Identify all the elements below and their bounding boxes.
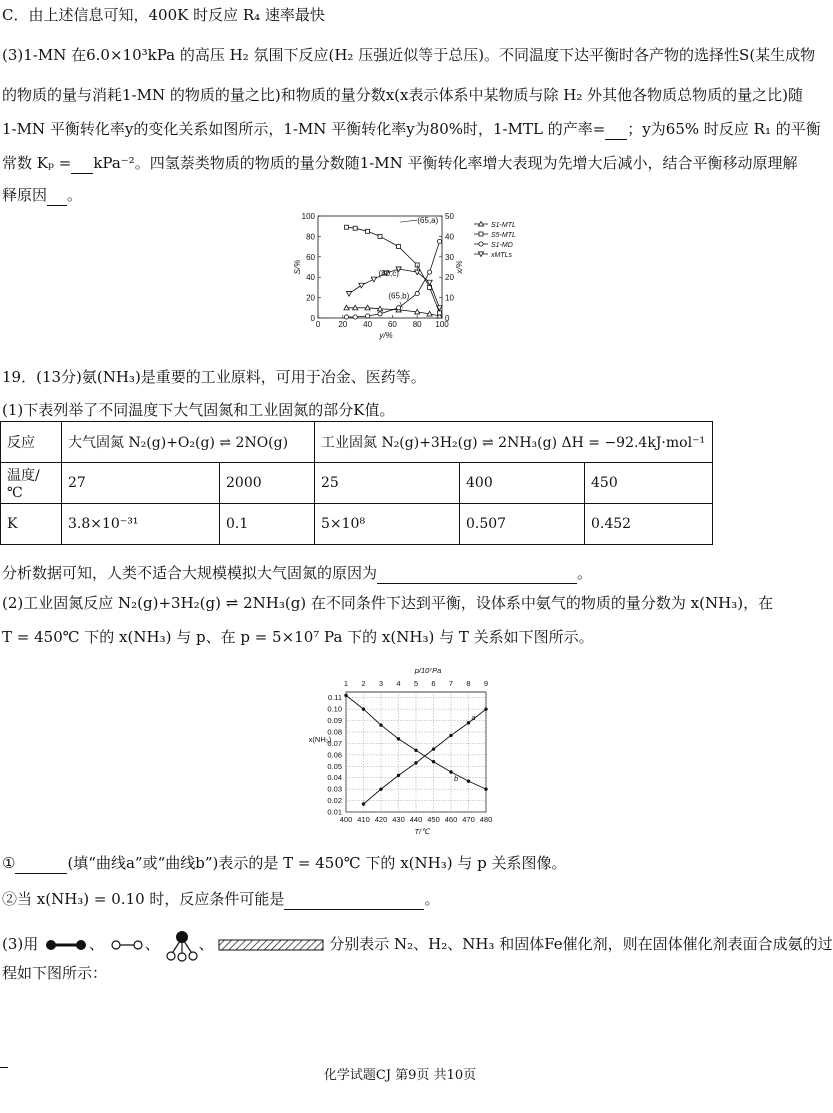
x-tick-label: 60 (387, 320, 397, 329)
chart-title: p/10⁷Pa (414, 666, 442, 675)
series-line (347, 308, 440, 316)
answer-blank[interactable] (47, 189, 67, 206)
x-tick-label: 100 (435, 320, 449, 329)
data-point (397, 306, 401, 310)
q19-part2-line1: (2)工业固氮反应 N₂(g)+3H₂(g) ⇌ 2NH₃(g) 在不同条件下达到平衡，设体系中氨气的物质的量分数为 x(NH₃)，在 (2, 594, 774, 612)
data-point (467, 779, 470, 782)
data-point (366, 314, 370, 318)
page-footer: 化学试题CJ 第9页 共10页 (323, 1068, 477, 1083)
q3-line1: (3)1-MN 在6.0×10³kPa 的高压 H₂ 氛围下反应(H₂ 压强近似等于总压)。不同温度下达平衡时各产物的选择性S(某生成物 (2, 46, 816, 64)
y-tick-label: 0.07 (327, 738, 342, 748)
x-tick-label: 80 (412, 320, 422, 329)
y-tick-label: 0.05 (327, 761, 342, 771)
x2-tick-label: 4 (396, 679, 401, 688)
data-point (379, 723, 382, 726)
data-point (479, 232, 483, 236)
q19-title: 19．(13分)氨(NH₃)是重要的工业原料，可用于冶金、医药等。 (2, 368, 426, 386)
x-tick-label: 20 (338, 320, 348, 329)
data-point (362, 707, 365, 710)
y-tick-label: 0.10 (327, 704, 342, 714)
y-axis-label: x(NH₃) (308, 735, 332, 744)
data-point (484, 707, 487, 710)
y-tick-label: 0.04 (327, 773, 342, 783)
data-point (345, 225, 349, 229)
data-point (344, 315, 348, 319)
x2-tick-label: 5 (413, 679, 419, 688)
x-tick-label: 460 (444, 815, 458, 824)
q3-line3: 1-MN 平衡转化率y的变化关系如图所示，1-MN 平衡转化率y为80%时，1-MTL 的产率= ；y为65% 时反应 R₁ 的平衡 (2, 120, 821, 138)
legend-label: S1-MD (491, 242, 513, 249)
x-tick-label: 480 (479, 815, 493, 824)
legend-label: S5-MTL (491, 232, 516, 239)
x2-tick-label: 7 (448, 679, 454, 688)
x-axis-label: y/% (379, 331, 393, 340)
table-cell: 大气固氮 N₂(g)+O₂(g) ⇌ 2NO(g) (62, 422, 315, 463)
k-value-table (0, 421, 713, 545)
table-cell: 5×10⁸ (315, 504, 460, 545)
y-tick-label: 40 (306, 273, 315, 283)
answer-blank[interactable] (15, 857, 67, 874)
q19-part3-line2: 程如下图所示： (2, 964, 108, 982)
y-axis-label: S/% (293, 259, 302, 275)
table-cell: K (1, 504, 62, 545)
sub-question-1: ① (填“曲线a”或“曲线b”)表示的是 T = 450℃ 下的 x(NH₃) 与 p 关系图像。 (2, 854, 567, 872)
y2-tick-label: 30 (445, 252, 454, 262)
x-tick-label: 410 (357, 815, 370, 824)
data-point (371, 277, 376, 282)
data-point (362, 802, 365, 805)
nh3-molecule-icon (165, 928, 199, 962)
y-tick-label: 80 (306, 232, 315, 242)
x-tick-label: 440 (409, 815, 423, 824)
h2-molecule-icon (109, 938, 145, 952)
legend-label: S1-MTL (491, 222, 516, 229)
answer-blank[interactable] (605, 123, 627, 140)
x-tick-label: 0 (315, 320, 321, 329)
sub-question-2: ②当 x(NH₃) = 0.10 时，反应条件可能是 。 (2, 890, 440, 908)
data-point (432, 747, 435, 750)
y-tick-label: 0.09 (327, 716, 342, 726)
annotation-label: (80,c) (378, 269, 399, 279)
x-axis-label: T/℃ (414, 827, 430, 836)
data-point (397, 774, 400, 777)
q19-part2-line2: T = 450℃ 下的 x(NH₃) 与 p、在 p = 5×10⁷ Pa 下的 x(NH₃) 与 T 关系如下图所示。 (2, 628, 594, 646)
x2-tick-label: 8 (466, 679, 471, 688)
data-point (437, 239, 441, 243)
data-point (428, 270, 432, 274)
q19-part1: (1)下表列举了不同温度下大气固氮和工业固氮的部分K值。 (2, 401, 395, 419)
y-tick-label: 60 (306, 252, 315, 262)
table-cell: 2000 (220, 463, 315, 504)
x2-tick-label: 9 (483, 679, 489, 688)
option-c: C．由上述信息可知，400K 时反应 R₄ 速率最快 (2, 6, 325, 24)
x-tick-label: 420 (374, 815, 388, 824)
y2-axis-label: x/% (455, 260, 464, 274)
data-point (378, 312, 382, 316)
data-point (397, 737, 400, 740)
data-point (344, 694, 347, 697)
annotation-label: (65,a) (417, 216, 439, 226)
data-point (346, 291, 351, 296)
x-tick-label: 470 (462, 815, 475, 824)
y-tick-label: 20 (306, 293, 315, 303)
series-label: a (471, 712, 476, 722)
x2-tick-label: 3 (378, 679, 384, 688)
q3-line5: 释原因 。 (2, 186, 83, 204)
data-point (449, 734, 452, 737)
table-cell: 400 (460, 463, 585, 504)
x2-tick-label: 1 (343, 679, 349, 688)
legend-label: xMTLs (491, 252, 512, 259)
data-point (353, 315, 357, 319)
table-cell: 温度/℃ (1, 463, 62, 504)
q3-line4: 常数 Kₚ = kPa⁻²。四氢萘类物质的物质的量分数随1-MN 平衡转化率增大表现为先增大后减小，结合平衡移动原理解 (2, 154, 798, 172)
table-cell: 3.8×10⁻³¹ (62, 504, 220, 545)
x2-tick-label: 2 (361, 679, 366, 688)
ammonia-chart (296, 664, 526, 840)
answer-blank[interactable] (377, 567, 577, 584)
analysis-line: 分析数据可知，人类不适合大规模模拟大气固氮的原因为 。 (2, 564, 593, 582)
y-tick-label: 100 (301, 212, 315, 221)
y2-tick-label: 0 (445, 314, 450, 323)
y-tick-label: 0.03 (327, 784, 342, 794)
data-point (449, 770, 452, 773)
y-tick-label: 0.06 (327, 750, 342, 760)
data-point (438, 311, 442, 315)
fe-catalyst-icon (218, 939, 324, 951)
x-tick-label: 450 (427, 815, 440, 824)
x-tick-label: 40 (363, 320, 373, 329)
table-cell: 0.1 (220, 504, 315, 545)
table-cell: 工业固氮 N₂(g)+3H₂(g) ⇌ 2NH₃(g) ΔH = −92.4kJ·mol⁻¹ (315, 422, 713, 463)
table-cell: 反应 (1, 422, 62, 463)
y2-tick-label: 20 (445, 273, 454, 283)
table-cell: 27 (62, 463, 220, 504)
y-tick-label: 0.11 (327, 693, 342, 703)
n2-molecule-icon (43, 938, 89, 952)
annotation-label: (65,b) (388, 291, 410, 301)
data-point (366, 229, 370, 233)
data-point (415, 291, 419, 295)
y2-tick-label: 50 (445, 212, 454, 221)
x-tick-label: 430 (392, 815, 405, 824)
selectivity-chart (290, 208, 520, 343)
x2-tick-label: 6 (431, 679, 436, 688)
answer-blank[interactable] (71, 157, 93, 174)
data-point (414, 749, 417, 752)
table-cell: 0.452 (585, 504, 713, 545)
series-label: b (454, 774, 459, 783)
data-point (414, 761, 417, 764)
q3-line2: 的物质的量与消耗1-MN 的物质的量之比)和物质的量分数x(x表示体系中某物质与除 H₂ 外其他各物质总物质的量之比)随 (2, 86, 803, 104)
y-tick-label: 0 (310, 314, 315, 323)
series-line (346, 695, 486, 789)
plot-frame (318, 216, 442, 318)
y-tick-label: 0.08 (327, 727, 342, 737)
q19-part3-line1: (3)用 、 、 、 分别表示 N₂、H₂、NH₃ 和固体Fe催化剂，则在固体催化剂表面合成氨的过 (2, 928, 833, 962)
data-point (479, 242, 483, 246)
y2-tick-label: 10 (445, 293, 454, 303)
data-point (467, 721, 470, 724)
answer-blank[interactable] (284, 893, 424, 910)
annotation-pointer (400, 220, 417, 222)
x-tick-label: 400 (339, 815, 353, 824)
data-point (432, 760, 435, 763)
table-cell: 0.507 (460, 504, 585, 545)
y2-tick-label: 40 (445, 232, 454, 242)
y-tick-label: 0.02 (327, 796, 342, 806)
data-point (378, 234, 382, 238)
data-point (484, 787, 487, 790)
data-point (379, 787, 382, 790)
data-point (353, 226, 357, 230)
table-cell: 25 (315, 463, 460, 504)
table-cell: 450 (585, 463, 713, 504)
y-tick-label: 0.01 (327, 807, 342, 817)
data-point (359, 283, 364, 288)
data-point (397, 245, 401, 249)
